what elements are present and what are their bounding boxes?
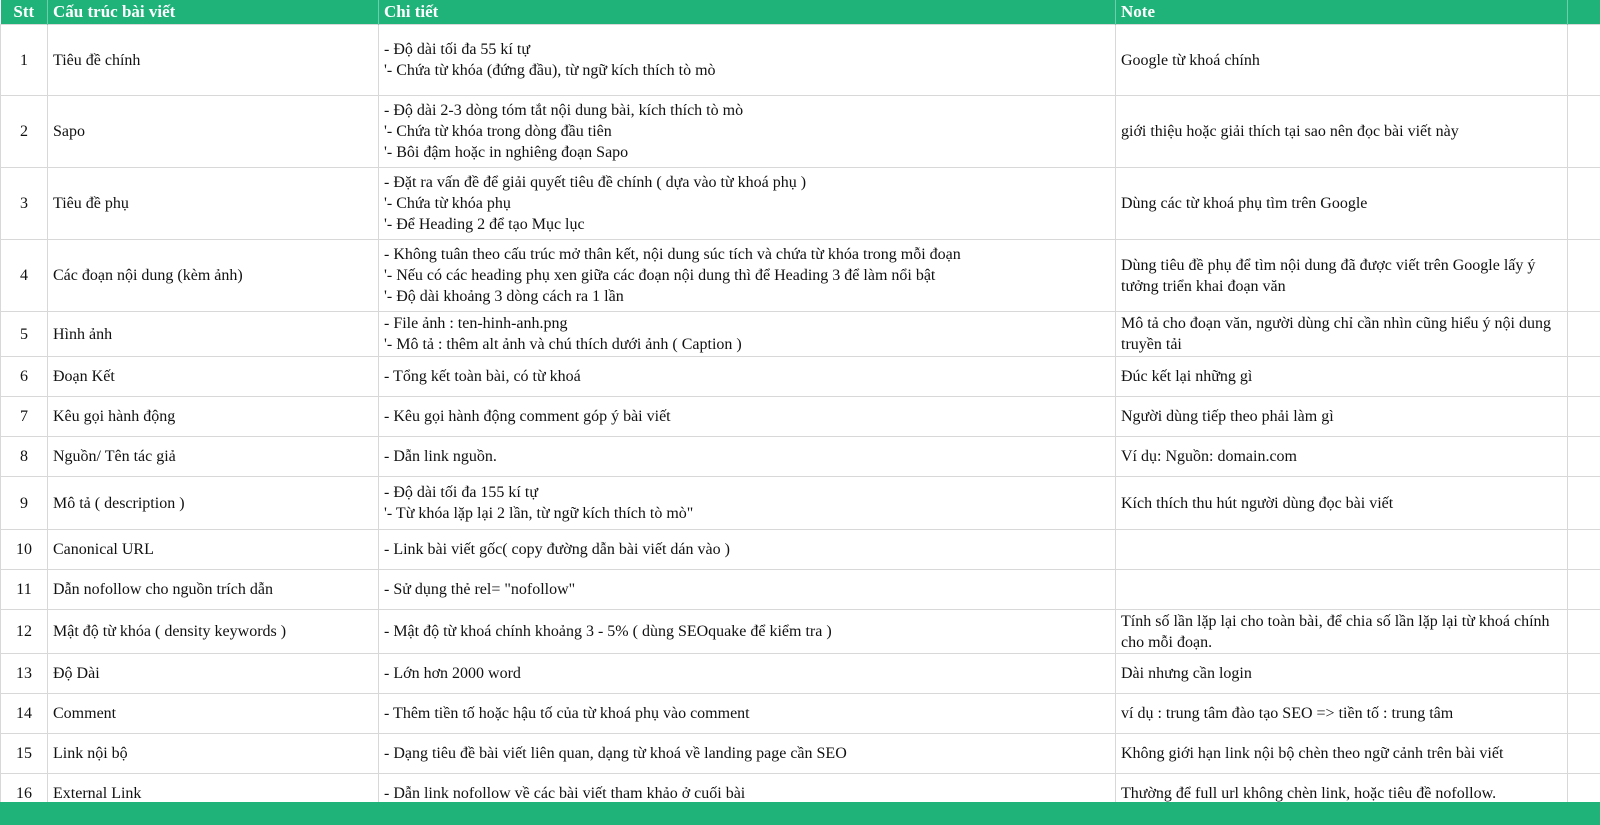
table-row <box>1 25 1600 96</box>
cell-structure[interactable]: Kêu gọi hành động <box>48 397 379 437</box>
cell-blank[interactable] <box>1568 570 1600 610</box>
table-row <box>1 168 1600 240</box>
cell-detail[interactable]: - Tổng kết toàn bài, có từ khoá <box>379 357 1116 397</box>
cell-note[interactable]: Dùng các từ khoá phụ tìm trên Google <box>1116 168 1568 240</box>
table-row <box>1 312 1600 357</box>
cell-stt[interactable]: 11 <box>1 570 48 610</box>
cell-structure[interactable]: Tiêu đề phụ <box>48 168 379 240</box>
cell-structure[interactable]: Nguồn/ Tên tác giả <box>48 437 379 477</box>
cell-note[interactable]: Không giới hạn link nội bộ chèn theo ngữ cảnh trên bài viết <box>1116 734 1568 774</box>
cell-blank[interactable] <box>1568 168 1600 240</box>
cell-structure[interactable]: External Link <box>48 774 379 814</box>
cell-note[interactable]: Người dùng tiếp theo phải làm gì <box>1116 397 1568 437</box>
cell-note[interactable]: giới thiệu hoặc giải thích tại sao nên đọc bài viết này <box>1116 96 1568 168</box>
cell-stt[interactable]: 10 <box>1 530 48 570</box>
cell-detail[interactable]: - Độ dài tối đa 55 kí tự '- Chứa từ khóa (đứng đầu), từ ngữ kích thích tò mò <box>379 25 1116 96</box>
cell-structure[interactable]: Độ Dài <box>48 654 379 694</box>
cell-blank[interactable] <box>1568 312 1600 357</box>
cell-blank[interactable] <box>1568 96 1600 168</box>
cell-blank[interactable] <box>1568 610 1600 654</box>
cell-blank[interactable] <box>1568 477 1600 530</box>
cell-note[interactable]: Mô tả cho đoạn văn, người dùng chỉ cần nhìn cũng hiểu ý nội dung truyền tải <box>1116 312 1568 357</box>
table-row <box>1 694 1600 734</box>
cell-stt[interactable]: 9 <box>1 477 48 530</box>
cell-note[interactable]: Thường để full url không chèn link, hoặc tiêu đề nofollow. <box>1116 774 1568 814</box>
column-header-stt[interactable]: Stt <box>1 0 48 25</box>
table-row <box>1 477 1600 530</box>
cell-detail[interactable]: - File ảnh : ten-hinh-anh.png '- Mô tả : thêm alt ảnh và chú thích dưới ảnh ( Caption ) <box>379 312 1116 357</box>
cell-structure[interactable]: Tiêu đề chính <box>48 25 379 96</box>
cell-structure[interactable]: Các đoạn nội dung (kèm ảnh) <box>48 240 379 312</box>
column-header-detail[interactable]: Chi tiết <box>379 0 1116 25</box>
cell-detail[interactable]: - Kêu gọi hành động comment góp ý bài viết <box>379 397 1116 437</box>
cell-structure[interactable]: Link nội bộ <box>48 734 379 774</box>
table-row <box>1 530 1600 570</box>
cell-detail[interactable]: - Link bài viết gốc( copy đường dẫn bài viết dán vào ) <box>379 530 1116 570</box>
table-row <box>1 357 1600 397</box>
cell-blank[interactable] <box>1568 397 1600 437</box>
cell-detail[interactable]: - Thêm tiền tố hoặc hậu tố của từ khoá phụ vào comment <box>379 694 1116 734</box>
cell-stt[interactable]: 16 <box>1 774 48 814</box>
cell-note[interactable] <box>1116 530 1568 570</box>
bottom-green-bar <box>0 802 1600 825</box>
cell-detail[interactable]: - Sử dụng thẻ rel= "nofollow" <box>379 570 1116 610</box>
cell-detail[interactable]: - Dẫn link nofollow về các bài viết tham khảo ở cuối bài <box>379 774 1116 814</box>
table-row <box>1 570 1600 610</box>
cell-note[interactable]: Đúc kết lại những gì <box>1116 357 1568 397</box>
table-row <box>1 437 1600 477</box>
column-header-blank[interactable] <box>1568 0 1600 25</box>
cell-structure[interactable]: Comment <box>48 694 379 734</box>
cell-stt[interactable]: 6 <box>1 357 48 397</box>
cell-note[interactable]: Dùng tiêu đề phụ để tìm nội dung đã được viết trên Google lấy ý tưởng triển khai đoạn văn <box>1116 240 1568 312</box>
cell-detail[interactable]: - Dẫn link nguồn. <box>379 437 1116 477</box>
cell-detail[interactable]: - Đặt ra vấn đề để giải quyết tiêu đề chính ( dựa vào từ khoá phụ ) '- Chứa từ khóa phụ '- Để Heading 2 để tạo Mục lục <box>379 168 1116 240</box>
cell-note[interactable]: Tính số lần lặp lại cho toàn bài, để chia số lần lặp lại từ khoá chính cho mỗi đoạn. <box>1116 610 1568 654</box>
cell-note[interactable]: ví dụ : trung tâm đào tạo SEO => tiền tố : trung tâm <box>1116 694 1568 734</box>
cell-detail[interactable]: - Độ dài tối đa 155 kí tự '- Từ khóa lặp lại 2 lần, từ ngữ kích thích tò mò" <box>379 477 1116 530</box>
table-row <box>1 734 1600 774</box>
cell-stt[interactable]: 7 <box>1 397 48 437</box>
cell-stt[interactable]: 5 <box>1 312 48 357</box>
cell-note[interactable]: Ví dụ: Nguồn: domain.com <box>1116 437 1568 477</box>
table-row <box>1 96 1600 168</box>
cell-stt[interactable]: 3 <box>1 168 48 240</box>
cell-detail[interactable]: - Lớn hơn 2000 word <box>379 654 1116 694</box>
cell-blank[interactable] <box>1568 694 1600 734</box>
cell-note[interactable]: Kích thích thu hút người dùng đọc bài viết <box>1116 477 1568 530</box>
cell-stt[interactable]: 4 <box>1 240 48 312</box>
cell-stt[interactable]: 2 <box>1 96 48 168</box>
cell-blank[interactable] <box>1568 240 1600 312</box>
cell-note[interactable] <box>1116 570 1568 610</box>
cell-blank[interactable] <box>1568 357 1600 397</box>
cell-stt[interactable]: 12 <box>1 610 48 654</box>
table-row <box>1 397 1600 437</box>
cell-structure[interactable]: Canonical URL <box>48 530 379 570</box>
cell-blank[interactable] <box>1568 25 1600 96</box>
cell-structure[interactable]: Sapo <box>48 96 379 168</box>
cell-stt[interactable]: 15 <box>1 734 48 774</box>
cell-note[interactable]: Dài nhưng cần login <box>1116 654 1568 694</box>
cell-blank[interactable] <box>1568 530 1600 570</box>
cell-structure[interactable]: Dẫn nofollow cho nguồn trích dẫn <box>48 570 379 610</box>
table-row <box>1 654 1600 694</box>
cell-stt[interactable]: 13 <box>1 654 48 694</box>
cell-stt[interactable]: 1 <box>1 25 48 96</box>
header-row <box>1 0 1600 25</box>
cell-detail[interactable]: - Mật độ từ khoá chính khoảng 3 - 5% ( dùng SEOquake để kiểm tra ) <box>379 610 1116 654</box>
cell-detail[interactable]: - Dạng tiêu đề bài viết liên quan, dạng từ khoá về landing page cần SEO <box>379 734 1116 774</box>
table-row <box>1 240 1600 312</box>
cell-structure[interactable]: Đoạn Kết <box>48 357 379 397</box>
cell-detail[interactable]: - Độ dài 2-3 dòng tóm tắt nội dung bài, kích thích tò mò '- Chứa từ khóa trong dòng đầu tiên '- Bôi đậm hoặc in nghiêng đoạn Sapo <box>379 96 1116 168</box>
column-header-note[interactable]: Note <box>1116 0 1568 25</box>
cell-note[interactable]: Google từ khoá chính <box>1116 25 1568 96</box>
cell-stt[interactable]: 8 <box>1 437 48 477</box>
cell-blank[interactable] <box>1568 437 1600 477</box>
cell-blank[interactable] <box>1568 734 1600 774</box>
cell-structure[interactable]: Hình ảnh <box>48 312 379 357</box>
cell-blank[interactable] <box>1568 654 1600 694</box>
column-header-structure[interactable]: Cấu trúc bài viết <box>48 0 379 25</box>
cell-detail[interactable]: - Không tuân theo cấu trúc mở thân kết, nội dung súc tích và chứa từ khóa trong mỗi đoạn '- Nếu có các heading phụ xen giữa các đoạn nội dung thì để Heading 3 để làm nổi bật '- Độ dài khoảng 3 dòng cách ra 1 lần <box>379 240 1116 312</box>
cell-structure[interactable]: Mật độ từ khóa ( density keywords ) <box>48 610 379 654</box>
table-row <box>1 610 1600 654</box>
cell-stt[interactable]: 14 <box>1 694 48 734</box>
cell-structure[interactable]: Mô tả ( description ) <box>48 477 379 530</box>
